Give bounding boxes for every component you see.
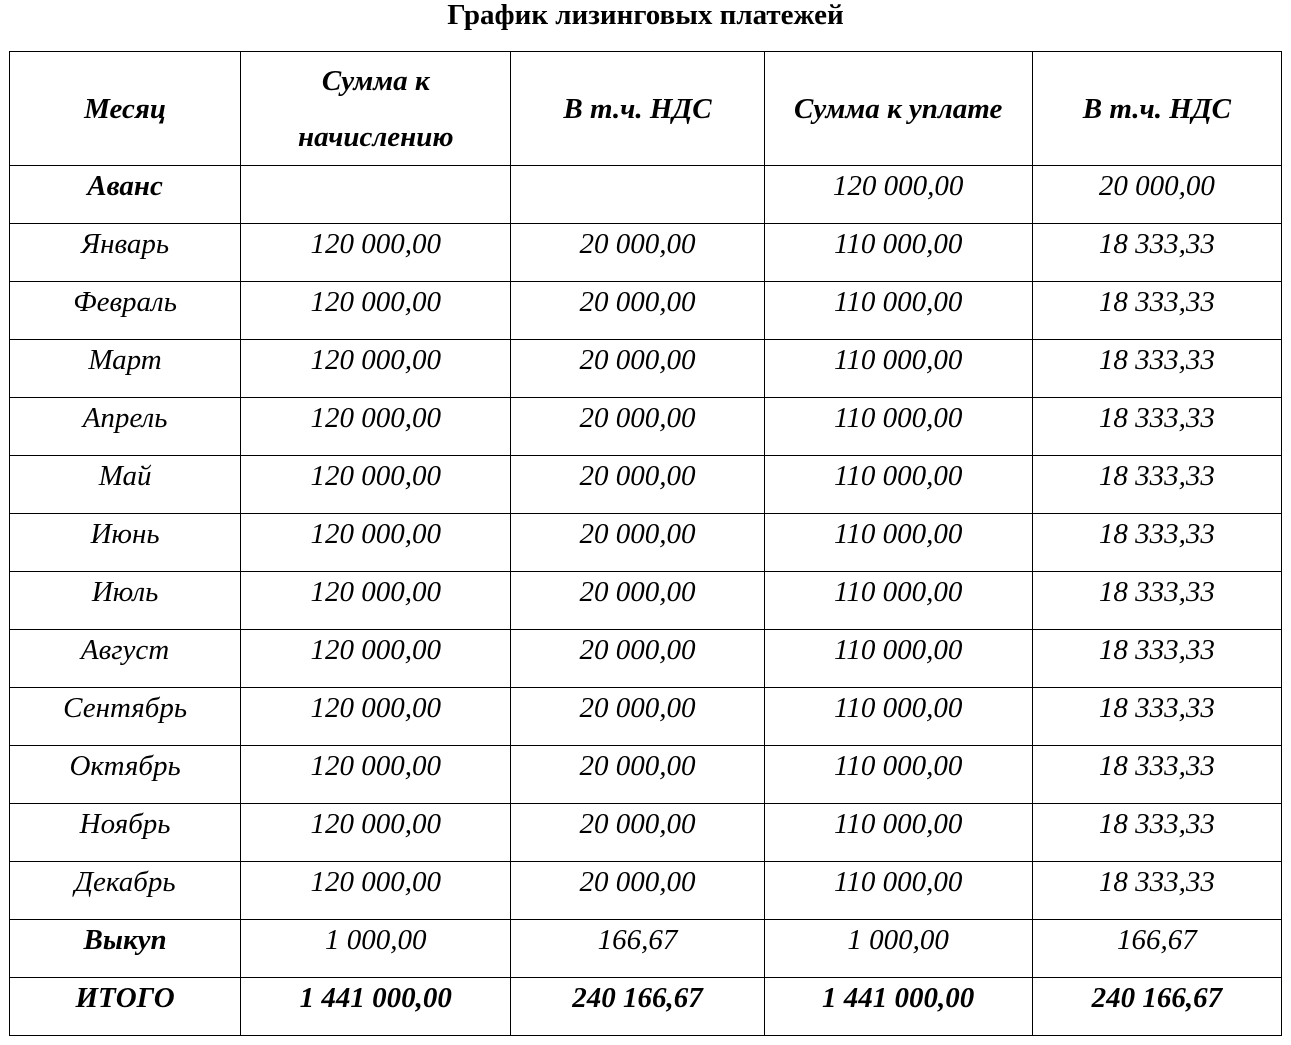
cell-amount-payable: 110 000,00: [764, 224, 1032, 282]
cell-month: Январь: [10, 224, 241, 282]
cell-accrued-vat: [511, 166, 764, 224]
header-accrued-amount: Сумма к начислению: [241, 52, 511, 166]
cell-amount-payable: 110 000,00: [764, 862, 1032, 920]
cell-month: Апрель: [10, 398, 241, 456]
cell-accrued-amount: 120 000,00: [241, 572, 511, 630]
cell-payable-vat: 18 333,33: [1032, 398, 1281, 456]
cell-month: Октябрь: [10, 746, 241, 804]
cell-payable-vat: 240 166,67: [1032, 978, 1281, 1036]
cell-amount-payable: 1 000,00: [764, 920, 1032, 978]
cell-month: Март: [10, 340, 241, 398]
cell-accrued-amount: 120 000,00: [241, 398, 511, 456]
cell-payable-vat: 20 000,00: [1032, 166, 1281, 224]
cell-accrued-amount: 120 000,00: [241, 862, 511, 920]
cell-accrued-amount: 120 000,00: [241, 746, 511, 804]
cell-accrued-vat: 166,67: [511, 920, 764, 978]
cell-accrued-amount: 120 000,00: [241, 688, 511, 746]
cell-accrued-amount: 120 000,00: [241, 282, 511, 340]
cell-payable-vat: 18 333,33: [1032, 456, 1281, 514]
cell-accrued-vat: 20 000,00: [511, 456, 764, 514]
cell-accrued-vat: 20 000,00: [511, 804, 764, 862]
table-row: [10, 340, 1282, 398]
cell-month: Выкуп: [10, 920, 241, 978]
cell-amount-payable: 110 000,00: [764, 398, 1032, 456]
cell-amount-payable: 110 000,00: [764, 456, 1032, 514]
cell-accrued-vat: 20 000,00: [511, 282, 764, 340]
cell-month: Июль: [10, 572, 241, 630]
cell-accrued-vat: 20 000,00: [511, 224, 764, 282]
cell-accrued-vat: 20 000,00: [511, 514, 764, 572]
table-row: [10, 630, 1282, 688]
cell-accrued-amount: 120 000,00: [241, 224, 511, 282]
cell-amount-payable: 110 000,00: [764, 746, 1032, 804]
header-amount-payable: Сумма к уплате: [764, 52, 1032, 166]
cell-payable-vat: 18 333,33: [1032, 282, 1281, 340]
cell-accrued-amount: 120 000,00: [241, 514, 511, 572]
cell-month: ИТОГО: [10, 978, 241, 1036]
cell-accrued-amount: 120 000,00: [241, 340, 511, 398]
cell-amount-payable: 1 441 000,00: [764, 978, 1032, 1036]
cell-payable-vat: 18 333,33: [1032, 630, 1281, 688]
table-body: [10, 166, 1282, 1036]
cell-payable-vat: 18 333,33: [1032, 688, 1281, 746]
cell-month: Сентябрь: [10, 688, 241, 746]
cell-month: Ноябрь: [10, 804, 241, 862]
cell-month: Май: [10, 456, 241, 514]
cell-amount-payable: 110 000,00: [764, 572, 1032, 630]
cell-accrued-vat: 240 166,67: [511, 978, 764, 1036]
cell-accrued-amount: 1 441 000,00: [241, 978, 511, 1036]
table-row: [10, 688, 1282, 746]
cell-accrued-amount: 120 000,00: [241, 456, 511, 514]
cell-amount-payable: 110 000,00: [764, 340, 1032, 398]
cell-payable-vat: 18 333,33: [1032, 572, 1281, 630]
table-row: [10, 572, 1282, 630]
table-row: [10, 920, 1282, 978]
cell-accrued-vat: 20 000,00: [511, 398, 764, 456]
table-row: [10, 398, 1282, 456]
table-row: [10, 514, 1282, 572]
table-row: [10, 978, 1282, 1036]
cell-payable-vat: 18 333,33: [1032, 862, 1281, 920]
header-accrued-vat: В т.ч. НДС: [511, 52, 764, 166]
table-row: [10, 804, 1282, 862]
cell-payable-vat: 18 333,33: [1032, 804, 1281, 862]
cell-accrued-vat: 20 000,00: [511, 630, 764, 688]
table-row: [10, 224, 1282, 282]
cell-month: Аванс: [10, 166, 241, 224]
table-row: [10, 862, 1282, 920]
header-month: Месяц: [10, 52, 241, 166]
cell-payable-vat: 18 333,33: [1032, 340, 1281, 398]
cell-month: Август: [10, 630, 241, 688]
leasing-payment-schedule-table: [9, 51, 1282, 1036]
cell-amount-payable: 110 000,00: [764, 630, 1032, 688]
table-header-row: [10, 52, 1282, 166]
cell-amount-payable: 120 000,00: [764, 166, 1032, 224]
cell-accrued-vat: 20 000,00: [511, 572, 764, 630]
cell-amount-payable: 110 000,00: [764, 804, 1032, 862]
cell-month: Июнь: [10, 514, 241, 572]
header-payable-vat: В т.ч. НДС: [1032, 52, 1281, 166]
cell-amount-payable: 110 000,00: [764, 688, 1032, 746]
cell-payable-vat: 18 333,33: [1032, 514, 1281, 572]
cell-month: Февраль: [10, 282, 241, 340]
cell-accrued-amount: 120 000,00: [241, 804, 511, 862]
cell-accrued-vat: 20 000,00: [511, 862, 764, 920]
cell-accrued-vat: 20 000,00: [511, 340, 764, 398]
cell-month: Декабрь: [10, 862, 241, 920]
table-row: [10, 166, 1282, 224]
table-row: [10, 746, 1282, 804]
cell-payable-vat: 18 333,33: [1032, 224, 1281, 282]
table-row: [10, 282, 1282, 340]
cell-accrued-vat: 20 000,00: [511, 746, 764, 804]
cell-payable-vat: 18 333,33: [1032, 746, 1281, 804]
document-title: График лизинговых платежей: [447, 0, 844, 31]
cell-amount-payable: 110 000,00: [764, 282, 1032, 340]
table-row: [10, 456, 1282, 514]
cell-payable-vat: 166,67: [1032, 920, 1281, 978]
cell-accrued-amount: 1 000,00: [241, 920, 511, 978]
cell-accrued-amount: 120 000,00: [241, 630, 511, 688]
cell-accrued-amount: [241, 166, 511, 224]
cell-accrued-vat: 20 000,00: [511, 688, 764, 746]
cell-amount-payable: 110 000,00: [764, 514, 1032, 572]
